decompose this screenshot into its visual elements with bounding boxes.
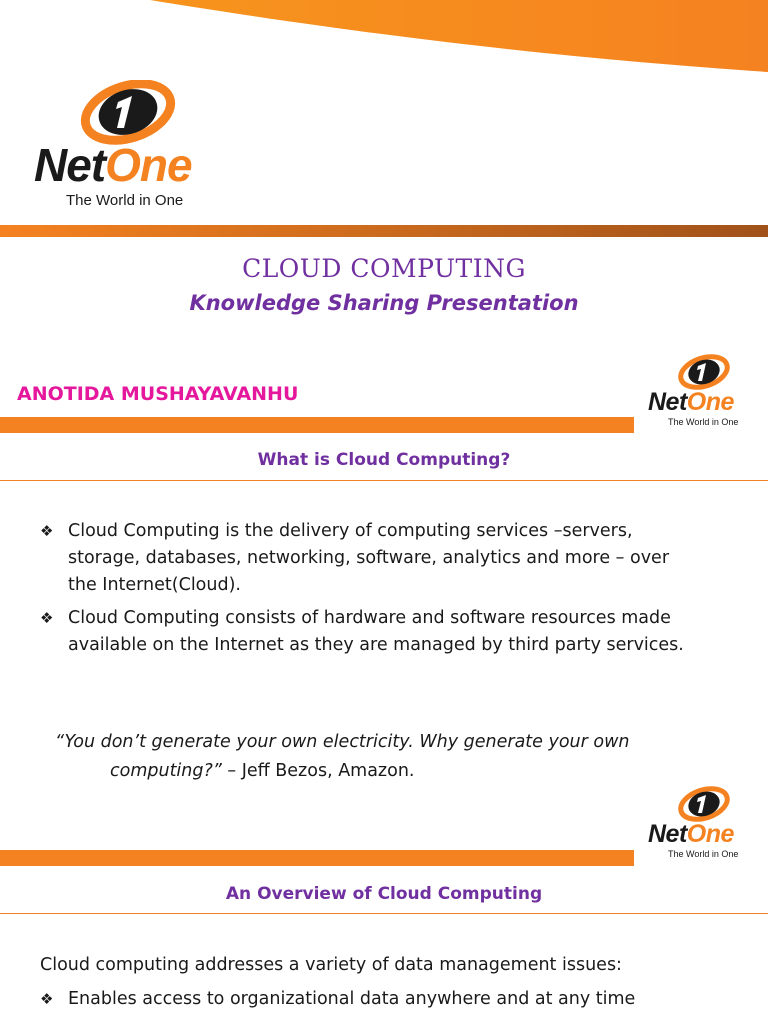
logo-text-net: Net bbox=[648, 820, 687, 848]
list-item bbox=[40, 605, 690, 659]
logo-text-net: Net bbox=[34, 139, 106, 191]
slide-header-bar bbox=[0, 850, 634, 866]
presenter-name: ANOTIDA MUSHAYAVANHU bbox=[17, 383, 299, 405]
slide1-title: CLOUD COMPUTING bbox=[242, 254, 526, 283]
quote-attribution: – Jeff Bezos, Amazon. bbox=[221, 761, 415, 781]
netone-logo bbox=[28, 80, 238, 215]
netone-logo-small bbox=[646, 354, 764, 430]
slide3-intro: Cloud computing addresses a variety of data management issues: bbox=[40, 955, 622, 975]
quote-block bbox=[55, 728, 695, 786]
slide-header-bar bbox=[0, 417, 634, 433]
slide-divider-bar bbox=[0, 223, 768, 239]
diamond-bullet-icon: ❖ bbox=[40, 522, 54, 540]
quote-line-2: computing?” bbox=[110, 761, 222, 781]
bullet-text: Cloud Computing consists of hardware and software resources made available on the Internet as they are managed by third party services. bbox=[68, 608, 684, 655]
logo-text-one: One bbox=[686, 820, 734, 848]
diamond-bullet-icon: ❖ bbox=[40, 609, 54, 627]
heading-rule bbox=[0, 913, 768, 914]
logo-text-one: One bbox=[686, 388, 734, 416]
logo-tagline: The World in One bbox=[66, 192, 184, 209]
top-orange-swoosh bbox=[0, 0, 768, 80]
logo-text-one: One bbox=[105, 139, 192, 191]
logo-tagline: The World in One bbox=[668, 849, 739, 859]
diamond-bullet-icon: ❖ bbox=[40, 990, 54, 1008]
logo-text-net: Net bbox=[648, 388, 687, 416]
quote-line-1: “You don’t generate your own electricity. Why generate your own bbox=[55, 732, 630, 752]
slide3-heading: An Overview of Cloud Computing bbox=[225, 884, 543, 904]
bullet-list bbox=[40, 518, 690, 665]
slide1-subtitle: Knowledge Sharing Presentation bbox=[189, 291, 579, 315]
logo-tagline: The World in One bbox=[668, 417, 739, 427]
list-item bbox=[40, 986, 690, 1013]
bullet-text: Enables access to organizational data anywhere and at any time bbox=[68, 989, 636, 1009]
list-item bbox=[40, 518, 690, 599]
heading-rule bbox=[0, 480, 768, 481]
netone-logo-small bbox=[646, 786, 764, 862]
bullet-text: Cloud Computing is the delivery of computing services –servers, storage, databases, networking, software, analytics and more – over the Internet(Cloud). bbox=[68, 521, 670, 595]
bullet-list bbox=[40, 986, 690, 1019]
slide2-heading: What is Cloud Computing? bbox=[257, 450, 511, 470]
